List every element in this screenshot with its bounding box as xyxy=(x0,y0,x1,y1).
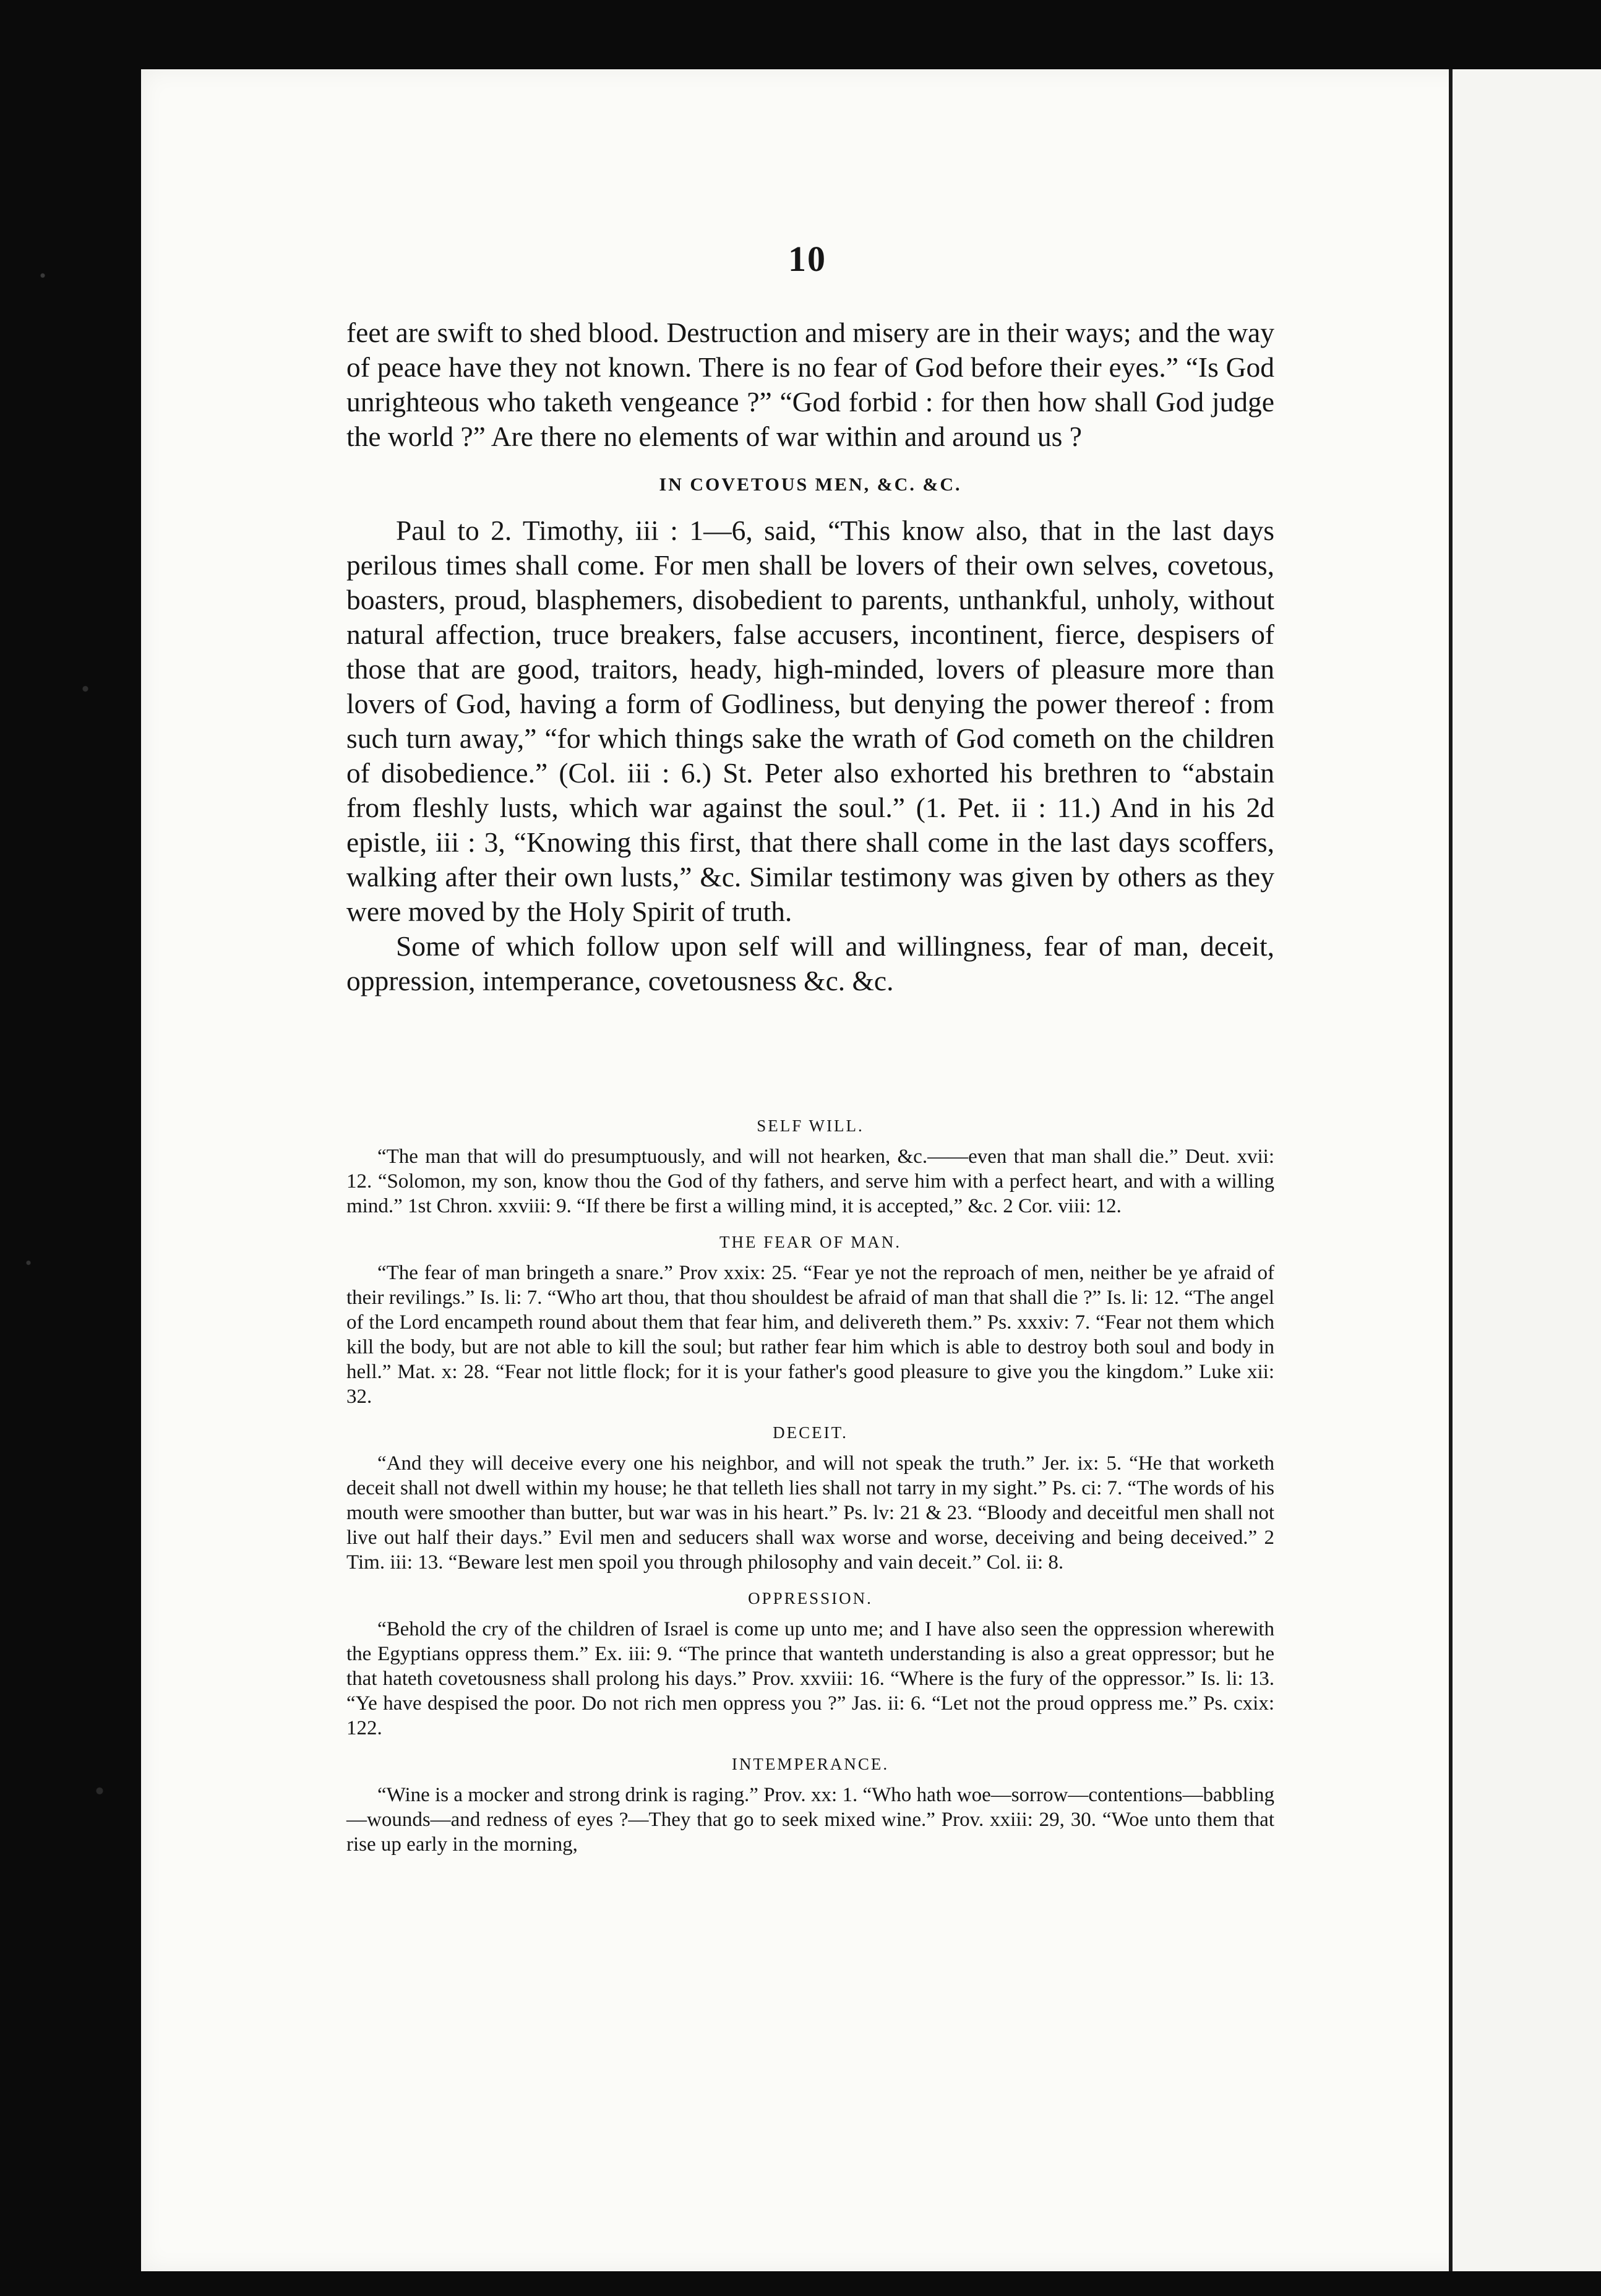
fear-of-man-text: “The fear of man bringeth a snare.” Prov xxix: 25. “Fear ye not the reproach of men, neither be ye afraid of their revilings.” Is. li: 7. “Who art thou, that thou shouldest be afraid of man that shall die ?” Is. li: 12. “The angel of the Lord encampeth round about them that fear him, and delivereth them.” Ps. xxxiv: 7. “Fear not them which kill the body, but are not able to kill the soul; but rather fear him which is able to destroy both soul and body in hell.” Mat. x: 28. “Fear not little flock; for it is your father's good pleasure to give you the kingdom.” Luke xii: 32. xyxy=(346,1262,1274,1408)
paragraph-summary: Some of which follow upon self will and willingness, fear of man, deceit, oppression, intemperance, covetousness &c. &c. xyxy=(346,930,1274,996)
paragraph-timothy: Paul to 2. Timothy, iii : 1—6, said, “This know also, that in the last days perilous times shall come. For men shall be lovers of their own selves, covetous, boasters, proud, blasphemers, disobedient to parents, unthankful, unholy, without natural affection, truce breakers, false accusers, incontinent, fierce, despisers of those that are good, traitors, heady, high-minded, lovers of pleasure more than lovers of God, having a form of Godliness, but denying the power thereof : from such turn away,” “for which things sake the wrath of God cometh on the children of disobedience.” (Col. iii : 6.) St. Peter also exhorted his brethren to “abstain from fleshly lusts, which war against the soul.” (1. Pet. ii : 11.) And in his 2d epistle, iii : 3, “Knowing this first, that there shall come in the last days scoffers, walking after their own lusts,” &c. Similar testimony was given by others as they were moved by the Holy Spirit of truth. xyxy=(346,515,1274,927)
main-body xyxy=(346,315,1274,998)
oppression-text: “Behold the cry of the children of Israel is come up unto me; and I have also seen the oppression wherewith the Egyptians oppress them.” Ex. iii: 9. “The prince that wanteth understanding is also a great oppressor; but he that hateth covetousness shall prolong his days.” Prov. xxviii: 16. “Where is the fury of the oppressor.” Is. li: 13. “Ye have despised the poor. Do not rich men oppress you ?” Jas. ii: 6. “Let not the proud oppress me.” Ps. cxix: 122. xyxy=(346,1618,1274,1739)
heading-covetous-men: IN COVETOUS MEN, &C. &C. xyxy=(659,474,962,495)
heading-deceit: DECEIT. xyxy=(773,1423,848,1442)
intemperance-text: “Wine is a mocker and strong drink is raging.” Prov. xx: 1. “Who hath woe—sorrow—contentions—babbling—wounds—and redness of eyes ?—They that go to seek mixed wine.” Prov. xxiii: 29, 30. “Woe unto them that rise up early in the morning, xyxy=(346,1784,1274,1856)
page-gutter xyxy=(1449,69,1453,2271)
topical-scripture-sections xyxy=(346,1102,1274,1857)
heading-intemperance: INTEMPERANCE. xyxy=(731,1755,890,1773)
heading-fear-of-man: THE FEAR OF MAN. xyxy=(719,1233,902,1251)
scan-background xyxy=(0,0,142,2296)
heading-self-will: SELF WILL. xyxy=(757,1116,864,1135)
heading-oppression: OPPRESSION. xyxy=(748,1589,873,1608)
deceit-text: “And they will deceive every one his neighbor, and will not speak the truth.” Jer. ix: 5. “He that worketh deceit shall not dwell within my house; he that telleth lies shall not tarry in my sight.” Ps. ci: 7. “The words of his mouth were smoother than butter, but war was in his heart.” Ps. lv: 21 & 23. “Bloody and deceitful men shall not live out half their days.” Evil men and seducers shall wax worse and worse, deceiving and being deceived.” 2 Tim. iii: 13. “Beware lest men spoil you through philosophy and vain deceit.” Col. ii: 8. xyxy=(346,1452,1274,1574)
page-number: 10 xyxy=(788,239,826,279)
paragraph-romans-quote: feet are swift to shed blood. Destruction and misery are in their ways; and the way of peace have they not known. There is no fear of God before their eyes.” “Is God unrighteous who taketh vengeance ?” “God forbid : for then how shall God judge the world ?” Are there no elements of war within and around us ? xyxy=(346,317,1274,452)
self-will-text: “The man that will do presumptuously, and will not hearken, &c.——even that man shall die.” Deut. xvii: 12. “Solomon, my son, know thou the God of thy fathers, and serve him with a perfect heart, and with a willing mind.” 1st Chron. xxviii: 9. “If there be first a willing mind, it is accepted,” &c. 2 Cor. viii: 12. xyxy=(346,1146,1274,1217)
facing-page-edge xyxy=(1454,69,1601,2271)
